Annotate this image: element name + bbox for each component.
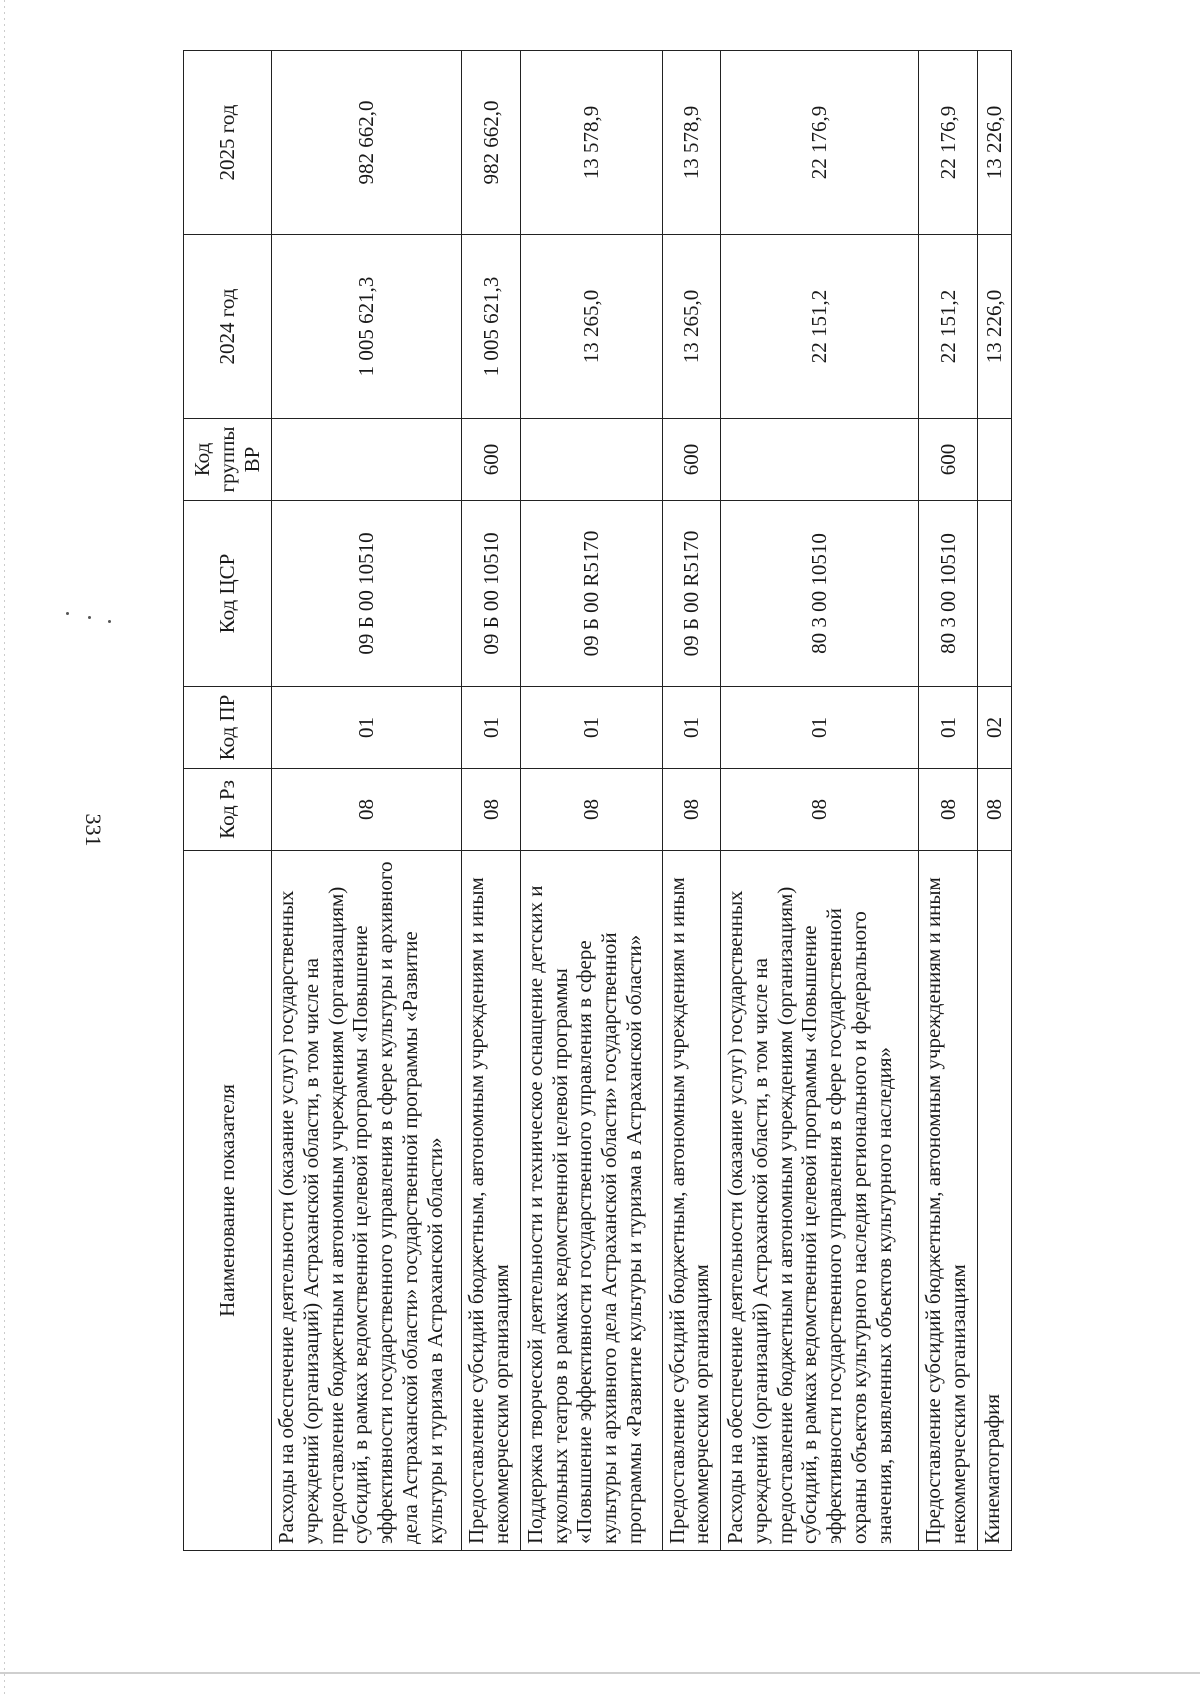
table-row [721,51,919,1551]
row-rz: 08 [978,769,1012,851]
header-pr: Код ПР [184,687,272,769]
header-rz: Код Рз [184,769,272,851]
scan-speck [88,616,91,619]
row-pr: 01 [462,687,521,769]
row-rz: 08 [721,769,919,851]
row-vr [520,419,662,501]
row-vr [721,419,919,501]
table-row [919,51,978,1551]
row-csr: 09 Б 00 10510 [462,501,521,687]
table-row [272,51,462,1551]
header-2024: 2024 год [184,235,272,419]
row-2025: 22 176,9 [721,51,919,235]
row-rz: 08 [462,769,521,851]
row-vr: 600 [662,419,721,501]
row-2025: 982 662,0 [462,51,521,235]
row-2024: 1 005 621,3 [462,235,521,419]
row-vr [978,419,1012,501]
row-name: Предоставление субсидий бюджетным, автономным учреждениям и иным некоммерческим организациям [919,851,978,1551]
scan-speck [108,620,111,623]
row-2025: 13 578,9 [662,51,721,235]
scan-bottom-line [0,1672,1200,1674]
table-row [978,51,1012,1551]
row-pr: 01 [520,687,662,769]
row-rz: 08 [520,769,662,851]
row-2025: 982 662,0 [272,51,462,235]
row-2024: 22 151,2 [721,235,919,419]
row-pr: 02 [978,687,1012,769]
row-name: Расходы на обеспечение деятельности (оказание услуг) государственных учреждений (организаций) Астраханской области, в том числе на предоставление бюджетным и автономным учреждениям (организациям) субсидий, в рамках ведомственной целевой программы «Повышение эффективности государственного управления в сфере государственной охраны объектов культурного наследия регионального и федерального значения, выявленных объектов культурного наследия» [721,851,919,1551]
scan-edge [4,0,5,1697]
row-rz: 08 [662,769,721,851]
row-name: Расходы на обеспечение деятельности (оказание услуг) государственных учреждений (организаций) Астраханской области, в том числе на предоставление бюджетным и автономным учреждениям (организациям) субсидий, в рамках ведомственной целевой программы «Повышение эффективности государственного управления в сфере культуры и архивного дела Астраханской области» государственной программы «Развитие культуры и туризма в Астраханской области» [272,851,462,1551]
table-row [520,51,662,1551]
row-2024: 22 151,2 [919,235,978,419]
budget-table [183,50,1012,1551]
row-pr: 01 [272,687,462,769]
row-2025: 13 226,0 [978,51,1012,235]
row-csr: 80 3 00 10510 [919,501,978,687]
row-csr: 09 Б 00 R5170 [662,501,721,687]
row-pr: 01 [662,687,721,769]
row-2024: 1 005 621,3 [272,235,462,419]
row-2024: 13 226,0 [978,235,1012,419]
scan-speck [66,612,69,615]
row-rz: 08 [919,769,978,851]
rotated-table-container [183,51,1012,1551]
row-pr: 01 [721,687,919,769]
row-rz: 08 [272,769,462,851]
row-2025: 13 578,9 [520,51,662,235]
row-csr [978,501,1012,687]
row-vr: 600 [919,419,978,501]
header-name: Наименование показателя [184,851,272,1551]
row-vr [272,419,462,501]
row-csr: 80 3 00 10510 [721,501,919,687]
row-name: Предоставление субсидий бюджетным, автономным учреждениям и иным некоммерческим организациям [462,851,521,1551]
row-vr: 600 [462,419,521,501]
header-2025: 2025 год [184,51,272,235]
row-2025: 22 176,9 [919,51,978,235]
row-2024: 13 265,0 [520,235,662,419]
row-name: Предоставление субсидий бюджетным, автономным учреждениям и иным некоммерческим организациям [662,851,721,1551]
row-csr: 09 Б 00 10510 [272,501,462,687]
table-row [462,51,521,1551]
row-name: Кинематография [978,851,1012,1551]
header-csr: Код ЦСР [184,501,272,687]
page-number: 331 [81,813,106,847]
row-csr: 09 Б 00 R5170 [520,501,662,687]
row-2024: 13 265,0 [662,235,721,419]
header-vr: Код группы ВР [184,419,272,501]
row-name: Поддержка творческой деятельности и техническое оснащение детских и кукольных театров в рамках ведомственной целевой программы «Повышение эффективности государственного управления в сфере культуры и архивного дела Астраханской области» государственной программы «Развитие культуры и туризма в Астраханской области» [520,851,662,1551]
row-pr: 01 [919,687,978,769]
table-header-row [184,51,272,1551]
table-row [662,51,721,1551]
